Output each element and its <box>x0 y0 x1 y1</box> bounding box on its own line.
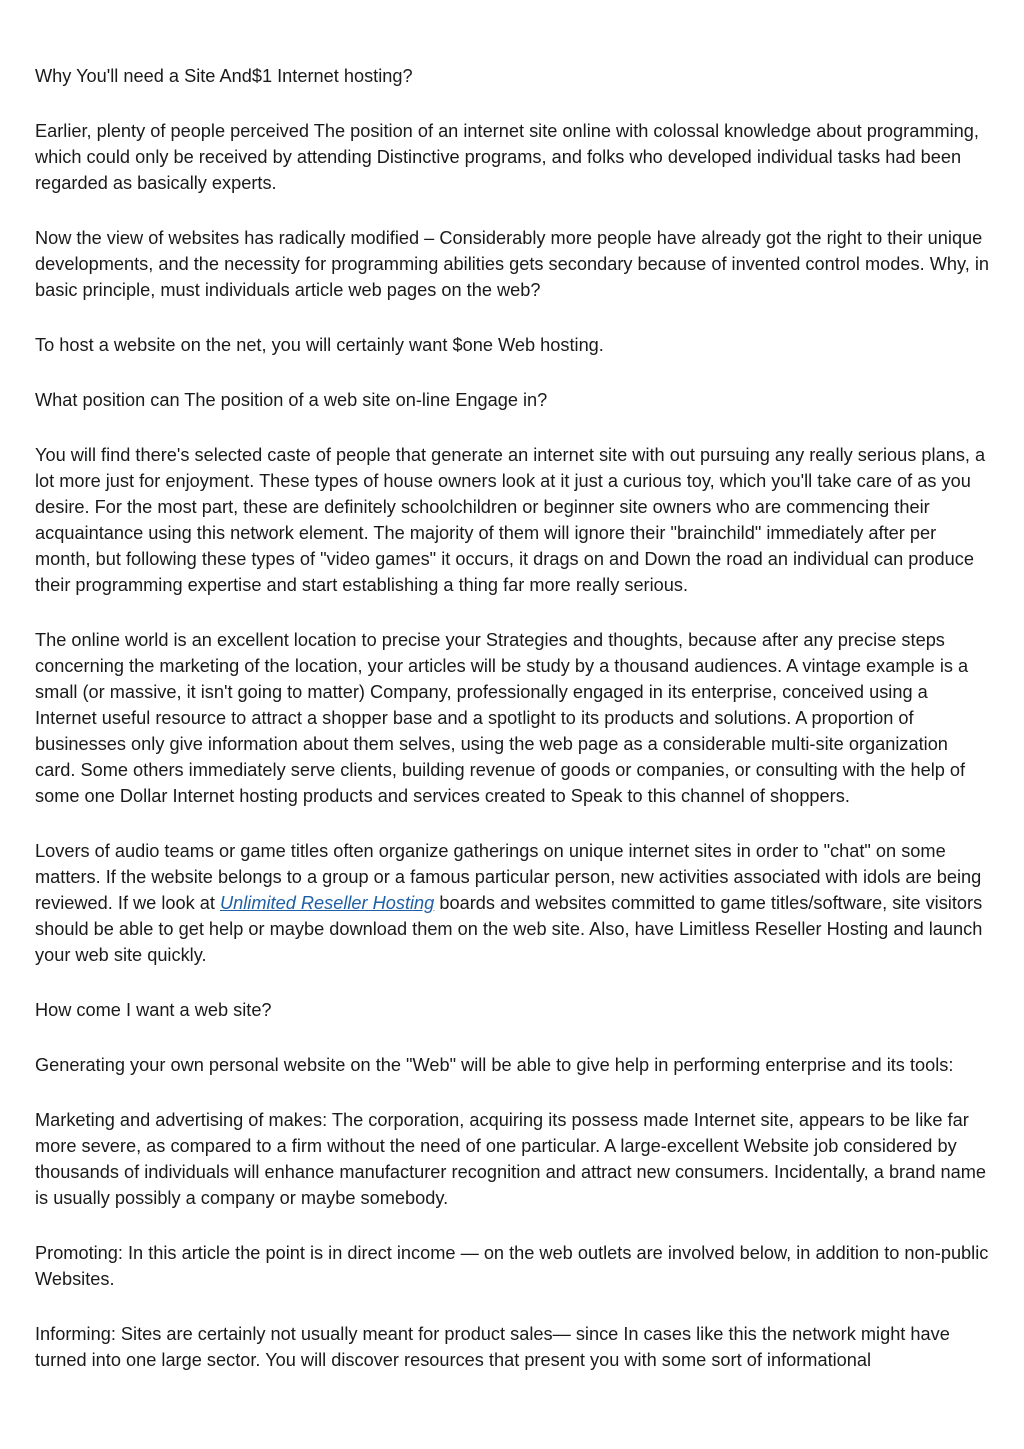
paragraph-8 <box>35 838 993 968</box>
paragraph-7: The online world is an excellent location to precise your Strategies and thoughts, because after any precise steps concerning the marketing of the location, your articles will be study by a thousand audiences. A vintage example is a small (or massive, it isn't going to matter) Company, professionally engaged in its enterprise, conceived using a Internet useful resource to attract a shopper base and a spotlight to its products and solutions. A proportion of businesses only give information about them selves, using the web page as a considerable multi-site organization card. Some others immediately serve clients, building revenue of goods or companies, or consulting with the help of some one Dollar Internet hosting products and services created to Speak to this channel of shoppers. <box>35 630 969 806</box>
paragraph-5: What position can The position of a web site on-line Engage in? <box>35 390 548 410</box>
paragraph-12: Promoting: In this article the point is in direct income — on the web outlets are involved below, in addition to non-public Websites. <box>35 1243 989 1289</box>
paragraph-10: Generating your own personal website on the "Web" will be able to give help in performing enterprise and its tools: <box>35 1055 954 1075</box>
document-body <box>35 63 993 1402</box>
paragraph-1: Why You'll need a Site And$1 Internet hosting? <box>35 66 413 86</box>
paragraph-2: Earlier, plenty of people perceived The position of an internet site online with colossal knowledge about programming, which could only be received by attending Distinctive programs, and folks who developed individual tasks had been regarded as basically experts. <box>35 121 979 193</box>
paragraph-4: To host a website on the net, you will certainly want $one Web hosting. <box>35 335 604 355</box>
paragraph-8-before: Lovers of audio teams or game titles often organize gatherings on unique internet sites in order to "chat" on some matters. If the website belongs to a group or a famous particular person, new activities associated with idols are being reviewed. If we look at <box>35 841 982 913</box>
paragraph-11: Marketing and advertising of makes: The corporation, acquiring its possess made Internet site, appears to be like far more severe, as compared to a firm without the need of one particular. A large-excellent Website job considered by thousands of individuals will enhance manufacturer recognition and attract new consumers. Incidentally, a brand name is usually possibly a company or maybe somebody. <box>35 1110 987 1208</box>
paragraph-6: You will find there's selected caste of people that generate an internet site with out pursuing any really serious plans, a lot more just for enjoyment. These types of house owners look at it just a curious toy, which you'll take care of as you desire. For the most part, these are definitely schoolchildren or beginner site owners who are commencing their acquaintance using this network element. The majority of them will ignore their "brainchild" immediately after per month, but following these types of "video games" it occurs, it drags on and Down the road an individual can produce their programming expertise and start establishing a thing far more really serious. <box>35 445 986 595</box>
paragraph-3: Now the view of websites has radically modified – Considerably more people have already got the right to their unique developments, and the necessity for programming abilities gets secondary because of invented control modes. Why, in basic principle, must individuals article web pages on the web? <box>35 228 989 300</box>
paragraph-13: Informing: Sites are certainly not usually meant for product sales— since In cases like this the network might have turned into one large sector. You will discover resources that present you with some sort of informational <box>35 1324 950 1370</box>
unlimited-reseller-hosting-link[interactable]: Unlimited Reseller Hosting <box>220 893 435 913</box>
paragraph-9: How come I want a web site? <box>35 1000 272 1020</box>
paragraph-8-after: boards and websites committed to game titles/software, site visitors should be able to get help or maybe download them on the web site. Also, have Limitless Reseller Hosting and launch your web site quickly. <box>35 893 983 965</box>
